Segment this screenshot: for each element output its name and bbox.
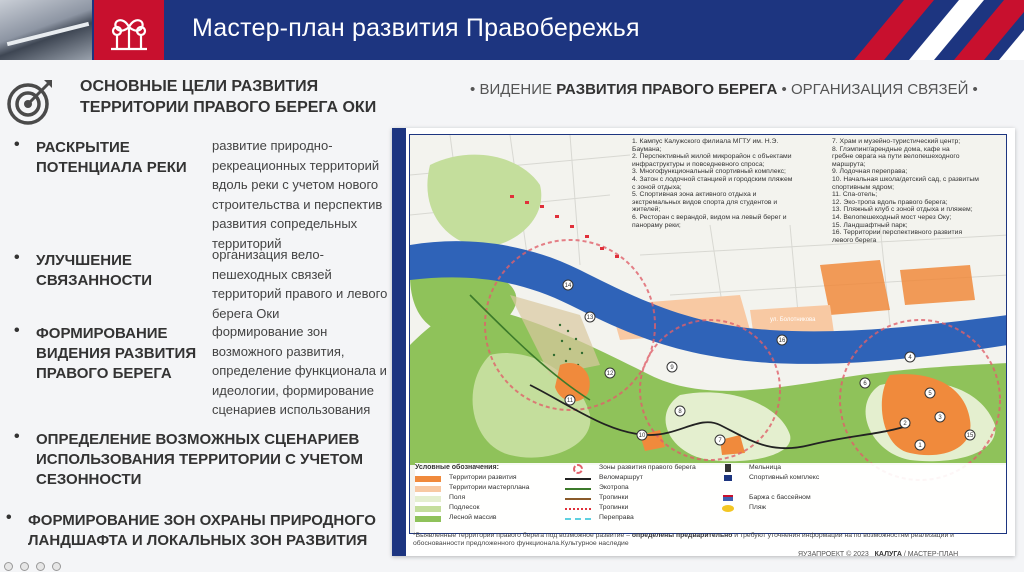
legend-label: Подлесок <box>449 504 480 511</box>
legend-label: Пляж <box>749 504 767 511</box>
city-logo <box>94 0 164 60</box>
svg-text:6: 6 <box>863 381 867 387</box>
map-marker[interactable] <box>905 352 915 362</box>
legend-swatch <box>565 478 591 480</box>
map-note: 12. Эко-тропа вдоль правого берега; <box>832 198 948 206</box>
goals-heading <box>6 74 386 126</box>
svg-text:1: 1 <box>918 443 922 449</box>
map-note: 7. Храм и музейно-туристический центр; <box>832 138 961 145</box>
target-icon <box>6 76 56 126</box>
goal-name-line: ЛАНДШАФТА И ЛОКАЛЬНЫХ ЗОН РАЗВИТИЯ <box>28 532 368 549</box>
map-marker[interactable] <box>605 368 615 378</box>
credit-line <box>798 551 958 558</box>
map-marker[interactable] <box>965 430 975 440</box>
goal-name-line: СЕЗОННОСТИ <box>36 471 142 488</box>
legend-swatch <box>573 464 583 474</box>
goal-name <box>28 511 376 551</box>
svg-text:4: 4 <box>908 355 912 361</box>
goal-name-line: ИСПОЛЬЗОВАНИЯ ТЕРРИТОРИИ С УЧЕТОМ <box>36 451 363 468</box>
master-plan-map-card <box>392 128 1015 556</box>
map-side-strip <box>392 128 406 556</box>
legend-label: Тропинки <box>599 494 629 501</box>
map-marker[interactable] <box>675 406 685 416</box>
footnote-text: *Выявленные территории правого берега под возможное развитие – <box>413 532 630 539</box>
barge-pool-icon <box>723 495 733 501</box>
map-marker[interactable] <box>637 430 647 440</box>
map-note: 15. Ландшафтный парк; <box>832 221 908 229</box>
legend-swatch <box>415 476 441 482</box>
map-note: 3. Многофункциональный спортивный комплекс; <box>632 168 786 176</box>
footnote-text: и требуют уточнения информации на по возможностям реализации и обоснованности предложенного функционала.Культурное наследие <box>413 532 954 547</box>
goals-title-line-1: ОСНОВНЫЕ ЦЕЛИ РАЗВИТИЯ <box>80 78 319 95</box>
legend-swatch <box>415 486 441 492</box>
legend-label: Веломаршрут <box>599 474 643 481</box>
mill-icon <box>725 464 731 472</box>
legend-swatch <box>565 518 591 520</box>
legend-label: Переправа <box>599 514 634 521</box>
goal-name <box>36 251 152 291</box>
goals-title <box>80 76 376 118</box>
map-note: 1. Кампус Калужского филиала МГТУ им. Н.Э. <box>632 138 779 145</box>
map-marker[interactable] <box>715 435 725 445</box>
vision-separator: • <box>781 81 787 98</box>
svg-text:14: 14 <box>564 283 572 289</box>
map-note: 6. Ресторан с верандой, видом на левый берег и <box>632 213 787 221</box>
legend-label: Экотропа <box>599 484 629 491</box>
map-marker[interactable] <box>860 378 870 388</box>
goal-bullet: • <box>14 249 20 266</box>
legend-label: Тропинки <box>599 504 629 511</box>
vision-bullet: • <box>972 81 978 98</box>
goal-name-line: ПРАВОГО БЕРЕГА <box>36 365 172 382</box>
goal-name-line: УЛУЧШЕНИЕ <box>36 252 132 269</box>
legend-swatch <box>415 506 441 512</box>
map-marker[interactable] <box>915 440 925 450</box>
map-marker[interactable] <box>935 412 945 422</box>
svg-text:3: 3 <box>938 415 942 421</box>
goal-name-line: ФОРМИРОВАНИЕ ЗОН ОХРАНЫ ПРИРОДНОГО <box>28 512 376 529</box>
goal-desc-line: территорий <box>212 235 282 251</box>
beach-icon <box>722 505 734 512</box>
vision-label: ВИДЕНИЕ <box>479 81 553 98</box>
credit-company: ЯУЗАПРОЕКТ © 2023 <box>798 551 869 558</box>
map-note: 14. Велопешеходный мост через Оку; <box>832 213 952 221</box>
goal-desc-line: развития сопредельных <box>212 216 358 231</box>
goal-bullet: • <box>14 136 20 153</box>
map-note: 13. Пляжный клуб с зоной отдыха и пляжем; <box>832 206 973 214</box>
goal-description <box>212 245 387 323</box>
goal-desc-line: формирование зон <box>212 324 328 339</box>
slide-control-dot[interactable] <box>4 562 13 571</box>
goal-name-line: РАСКРЫТИЕ <box>36 139 130 156</box>
map-note: 8. Глэмпинг/арендные дома, кафе на <box>832 145 950 153</box>
goal-desc-line: сценариев использования <box>212 402 371 417</box>
goal-name <box>36 324 196 384</box>
goal-desc-line: берега Оки <box>212 305 280 321</box>
legend-title: Условные обозначения: <box>415 464 499 471</box>
svg-text:8: 8 <box>678 409 682 415</box>
goals-title-line-2: ТЕРРИТОРИИ ПРАВОГО БЕРЕГА ОКИ <box>80 99 377 116</box>
map-notes-left <box>632 138 822 229</box>
map-note: спортивным ядром; <box>832 183 894 191</box>
map-marker[interactable] <box>777 335 787 345</box>
tree-emblem-icon <box>103 7 155 53</box>
goal-description <box>212 136 382 253</box>
map-note: жителей; <box>632 206 661 214</box>
map-marker[interactable] <box>900 418 910 428</box>
vision-bullet: • <box>470 81 476 98</box>
vision-links-label: ОРГАНИЗАЦИЯ СВЯЗЕЙ <box>790 81 969 98</box>
goal-name-line: СВЯЗАННОСТИ <box>36 272 153 289</box>
map-note: 10. Начальная школа/детский сад, с развитым <box>832 175 979 183</box>
page-title: Мастер-план развития Правобережья <box>192 14 640 42</box>
footnote-emphasis: определены предварительно <box>631 532 733 539</box>
map-note: Баумана; <box>632 145 662 153</box>
map-note: 16. Территории перспективного развития <box>832 229 963 237</box>
legend-label: Территории мастерплана <box>449 484 530 491</box>
goal-name-line: ПОТЕНЦИАЛА РЕКИ <box>36 159 187 176</box>
svg-text:2: 2 <box>903 421 907 427</box>
goal-desc-line: возможного развития, <box>212 343 345 359</box>
legend-swatch <box>565 508 591 510</box>
map-note: инфраструктуры и повседневного спроса; <box>632 160 765 168</box>
goal-name <box>36 138 187 178</box>
legend-label: Зоны развития правого берега <box>599 464 696 471</box>
map-note: гребне оврага на пути велопешеходного <box>832 153 960 161</box>
legend-swatch <box>415 516 441 522</box>
legend-label: Территории развития <box>449 474 517 481</box>
goal-desc-line: вдоль реки с учетом нового <box>212 177 379 192</box>
map-note: панораму реки; <box>632 221 681 229</box>
legend-label: Мельница <box>749 464 782 471</box>
goal-desc-line: территорий правого и левого <box>212 286 388 301</box>
header-stripes-decoration <box>814 0 1024 60</box>
goal-name-line: ФОРМИРОВАНИЕ <box>36 325 168 342</box>
master-plan-map[interactable] <box>409 134 1007 534</box>
svg-text:13: 13 <box>586 315 594 321</box>
map-legend <box>415 463 1007 533</box>
map-note: 4. Затон с лодочной станцией и городским пляжем <box>632 175 793 183</box>
slide-controls <box>0 560 380 572</box>
map-note: левого берега <box>832 236 877 244</box>
goal-desc-line: пешеходных связей <box>212 266 332 282</box>
map-note: 5. Спортивная зона активного отдыха и <box>632 191 757 199</box>
map-notes-right <box>832 138 1007 244</box>
svg-text:7: 7 <box>718 438 722 444</box>
map-note: маршрута; <box>832 160 866 168</box>
sports-complex-icon <box>724 475 732 481</box>
map-note: 11. Спа-отель; <box>832 191 878 199</box>
map-marker[interactable] <box>565 395 575 405</box>
goal-desc-line: определение функционала и <box>212 363 387 378</box>
goal-bullet: • <box>6 509 12 526</box>
goal-bullet: • <box>14 322 20 339</box>
svg-text:15: 15 <box>966 433 974 439</box>
goal-name-line: ВИДЕНИЯ РАЗВИТИЯ <box>36 345 197 362</box>
legend-swatch <box>415 496 441 502</box>
svg-text:10: 10 <box>638 433 646 439</box>
map-marker[interactable] <box>563 280 573 290</box>
goal-name-line: ОПРЕДЕЛЕНИЕ ВОЗМОЖНЫХ СЦЕНАРИЕВ <box>36 431 360 448</box>
legend-swatch <box>565 498 591 500</box>
goal-name <box>36 430 363 490</box>
legend-label: Поля <box>449 494 466 501</box>
svg-text:5: 5 <box>928 391 932 397</box>
map-note: 2. Перспективный жилой микрорайон с объектами <box>632 153 792 161</box>
goal-desc-line: организация вело- <box>212 247 324 262</box>
map-footnote <box>413 532 988 548</box>
legend-label: Баржа с бассейном <box>749 494 811 501</box>
goal-desc-line: строительства и перспектив <box>212 196 383 212</box>
svg-text:11: 11 <box>566 398 574 404</box>
legend-label: Спортивный комплекс <box>749 474 820 481</box>
map-note: с зоной отдыха; <box>632 183 682 191</box>
goal-desc-line: рекреационных территорий <box>212 157 380 173</box>
svg-text:12: 12 <box>606 371 614 377</box>
map-note: экстремальных видов спорта для студентов и <box>632 198 778 206</box>
slide-control-dot[interactable] <box>52 562 61 571</box>
credit-brand: КАЛУГА <box>874 551 902 558</box>
vision-bar <box>470 81 978 98</box>
slide-control-dot[interactable] <box>20 562 29 571</box>
slide-control-dot[interactable] <box>36 562 45 571</box>
legend-label: Лесной массив <box>449 514 497 521</box>
map-marker[interactable] <box>585 312 595 322</box>
credit-suffix: / МАСТЕР-ПЛАН <box>903 551 959 558</box>
svg-text:9: 9 <box>670 365 674 371</box>
goal-desc-line: развитие природно- <box>212 138 333 153</box>
goal-bullet: • <box>14 428 20 445</box>
map-marker[interactable] <box>925 388 935 398</box>
street-label: ул. Болотникова <box>770 317 816 323</box>
header-band <box>0 0 1024 60</box>
vision-label-bold: РАЗВИТИЯ ПРАВОГО БЕРЕГА <box>556 81 778 98</box>
legend-swatch <box>565 488 591 490</box>
goal-desc-line: идеологии, формирование <box>212 382 374 398</box>
map-marker[interactable] <box>667 362 677 372</box>
goal-description <box>212 322 387 420</box>
map-note: 9. Лодочная переправа; <box>832 168 908 176</box>
svg-text:16: 16 <box>778 338 786 344</box>
header-photo <box>0 0 92 60</box>
